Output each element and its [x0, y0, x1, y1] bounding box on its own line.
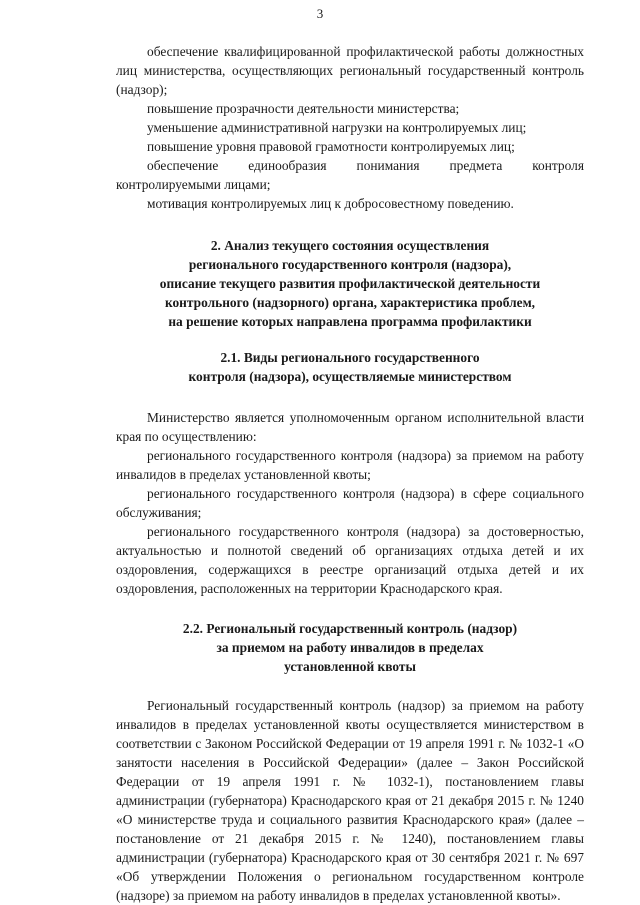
paragraph: регионального государственного контроля (надзора) в сфере социального обслуживания;	[116, 486, 584, 520]
paragraph: Региональный государственный контроль (надзор) за приемом на работу инвалидов в пределах установленной квоты осуществляется министерством в соответствии с Законом Российской Федерации от 19 апреля 1991 г. № 1032-1 «О занятости населения в Российской Федерации» (далее – Закон Российской Федерации от 19 апреля 1991 г. № 1032-1), постановлением главы администрации (губернатора) Краснодарского края от 21 декабря 2015 г. № 1240 «О министерстве труда и социального развития Краснодарского края» (далее – постановление от 21 декабря 2015 г. № 1240), постановлением главы администрации (губернатора) Краснодарского края от 30 сентября 2021 г. № 697 «Об утверждении Положения о региональном государственном контроле (надзоре) за приемом на работу инвалидов в пределах установленной квоты».	[116, 698, 584, 903]
paragraph: регионального государственного контроля (надзора) за достоверностью, актуальностью и полнотой сведений об организациях отдыха детей и их оздоровления, содержащихся в реестре организаций отдыха детей и их оздоровления, расположенных на территории Краснодарского края.	[116, 524, 584, 596]
paragraph: регионального государственного контроля (надзора) за приемом на работу инвалидов в пределах установленной квоты;	[116, 448, 584, 482]
list-item: повышение уровня правовой грамотности контролируемых лиц;	[147, 139, 515, 154]
list-item: повышение прозрачности деятельности министерства;	[147, 101, 460, 116]
document-body	[116, 42, 584, 905]
heading-line: за приемом на работу инвалидов в пределах	[216, 640, 484, 655]
list-item: уменьшение административной нагрузки на контролируемых лиц;	[147, 120, 527, 135]
heading-line: 2.2. Региональный государственный контроль (надзор)	[182, 621, 518, 636]
heading-line: 2. Анализ текущего состояния осуществления	[210, 238, 490, 253]
page-number: 3	[316, 6, 324, 21]
section-2-2-body	[116, 696, 584, 905]
list-item: обеспечение единообразия понимания предмета контроля контролируемыми лицами;	[116, 158, 584, 192]
heading-line: регионального государственного контроля (надзора),	[188, 257, 512, 272]
list-item: мотивация контролируемых лиц к добросовестному поведению.	[147, 196, 514, 211]
heading-line: 2.1. Виды регионального государственного	[220, 350, 480, 365]
heading-line: контроля (надзора), осуществляемые министерством	[188, 369, 512, 384]
paragraph: Министерство является уполномоченным органом исполнительной власти края по осуществлению:	[116, 410, 584, 444]
heading-line: установленной квоты	[284, 659, 416, 674]
section-2-heading	[116, 236, 584, 331]
heading-line: на решение которых направлена программа профилактики	[168, 314, 532, 329]
section-2-1-body	[116, 408, 584, 598]
section-2-2-heading	[116, 619, 584, 676]
heading-line: контрольного (надзорного) органа, характеристика проблем,	[164, 295, 536, 310]
intro-list	[116, 42, 584, 213]
list-item: обеспечение квалифицированной профилактической работы должностных лиц министерства, осуществляющих региональный государственный контроль (надзор);	[116, 44, 584, 97]
section-2-1-heading	[116, 348, 584, 386]
heading-line: описание текущего развития профилактической деятельности	[159, 276, 541, 291]
